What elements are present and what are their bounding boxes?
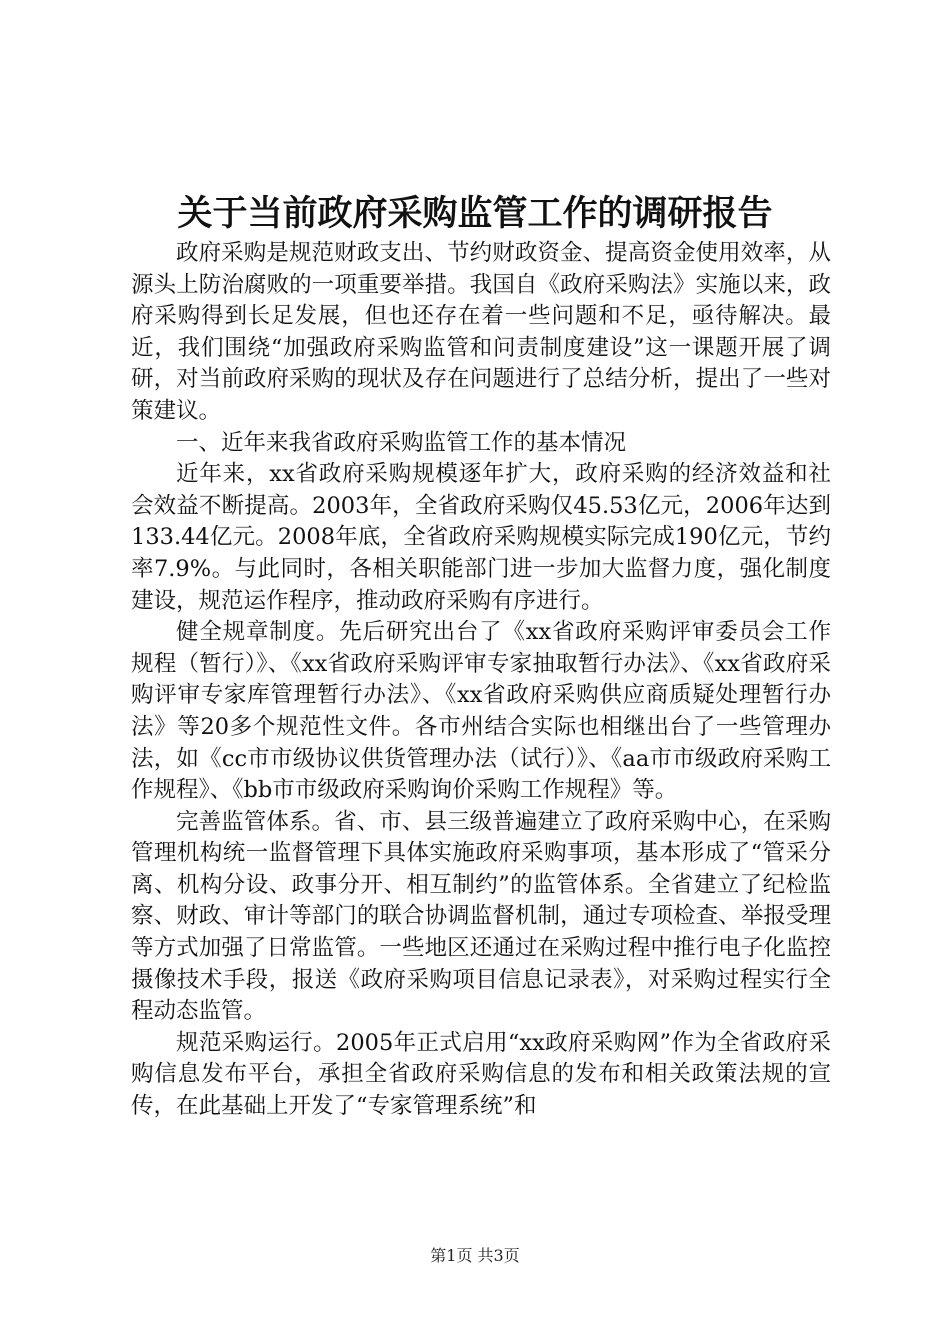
- paragraph-regulations: 健全规章制度。先后研究出台了《xx省政府采购评审委员会工作规程（暂行）》、《xx省政府采购评审专家抽取暂行办法》、《xx省政府采购评审专家库管理暂行办法》、《xx省政府采购供应商质疑处理暂行办法》等20多个规范性文件。各市州结合实际也相继出台了一些管理办法，如《cc市市级协议供货管理办法（试行）》、《aa市市级政府采购工作规程》、《bb市市级政府采购询价采购工作规程》等。: [131, 619, 831, 804]
- document-title: 关于当前政府采购监管工作的调研报告: [177, 193, 773, 234]
- paragraph-overview: 近年来，xx省政府采购规模逐年扩大，政府采购的经济效益和社会效益不断提高。2003年，全省政府采购仅45.53亿元，2006年达到133.44亿元。2008年底，全省政府采购规模实际完成190亿元，节约率7.9%。与此同时，各相关职能部门进一步加大监督力度，强化制度建设，规范运作程序，推动政府采购有序进行。: [131, 461, 831, 614]
- document-body: [131, 238, 831, 1123]
- paragraph-intro: 政府采购是规范财政支出、节约财政资金、提高资金使用效率，从源头上防治腐败的一项重要举措。我国自《政府采购法》实施以来，政府采购得到长足发展，但也还存在着一些问题和不足，亟待解决。最近，我们围绕“加强政府采购监管和问责制度建设”这一课题开展了调研，对当前政府采购的现状及存在问题进行了总结分析，提出了一些对策建议。: [131, 240, 831, 424]
- page-number-footer: 第1页 共3页: [430, 1246, 520, 1265]
- paragraph-supervision: 完善监管体系。省、市、县三级普遍建立了政府采购中心，在采购管理机构统一监督管理下具体实施政府采购事项，基本形成了“管采分离、机构分设、政事分开、相互制约”的监管体系。全省建立了纪检监察、财政、审计等部门的联合协调监督机制，通过专项检查、举报受理等方式加强了日常监管。一些地区还通过在采购过程中推行电子化监控摄像技术手段，报送《政府采购项目信息记录表》，对采购过程实行全程动态监管。: [131, 808, 831, 1025]
- section-heading: 一、近年来我省政府采购监管工作的基本情况: [176, 429, 627, 456]
- paragraph-operations: 规范采购运行。2005年正式启用“xx政府采购网”作为全省政府采购信息发布平台，承担全省政府采购信息的发布和相关政策法规的宣传，在此基础上开发了“专家管理系统”和: [131, 1029, 831, 1120]
